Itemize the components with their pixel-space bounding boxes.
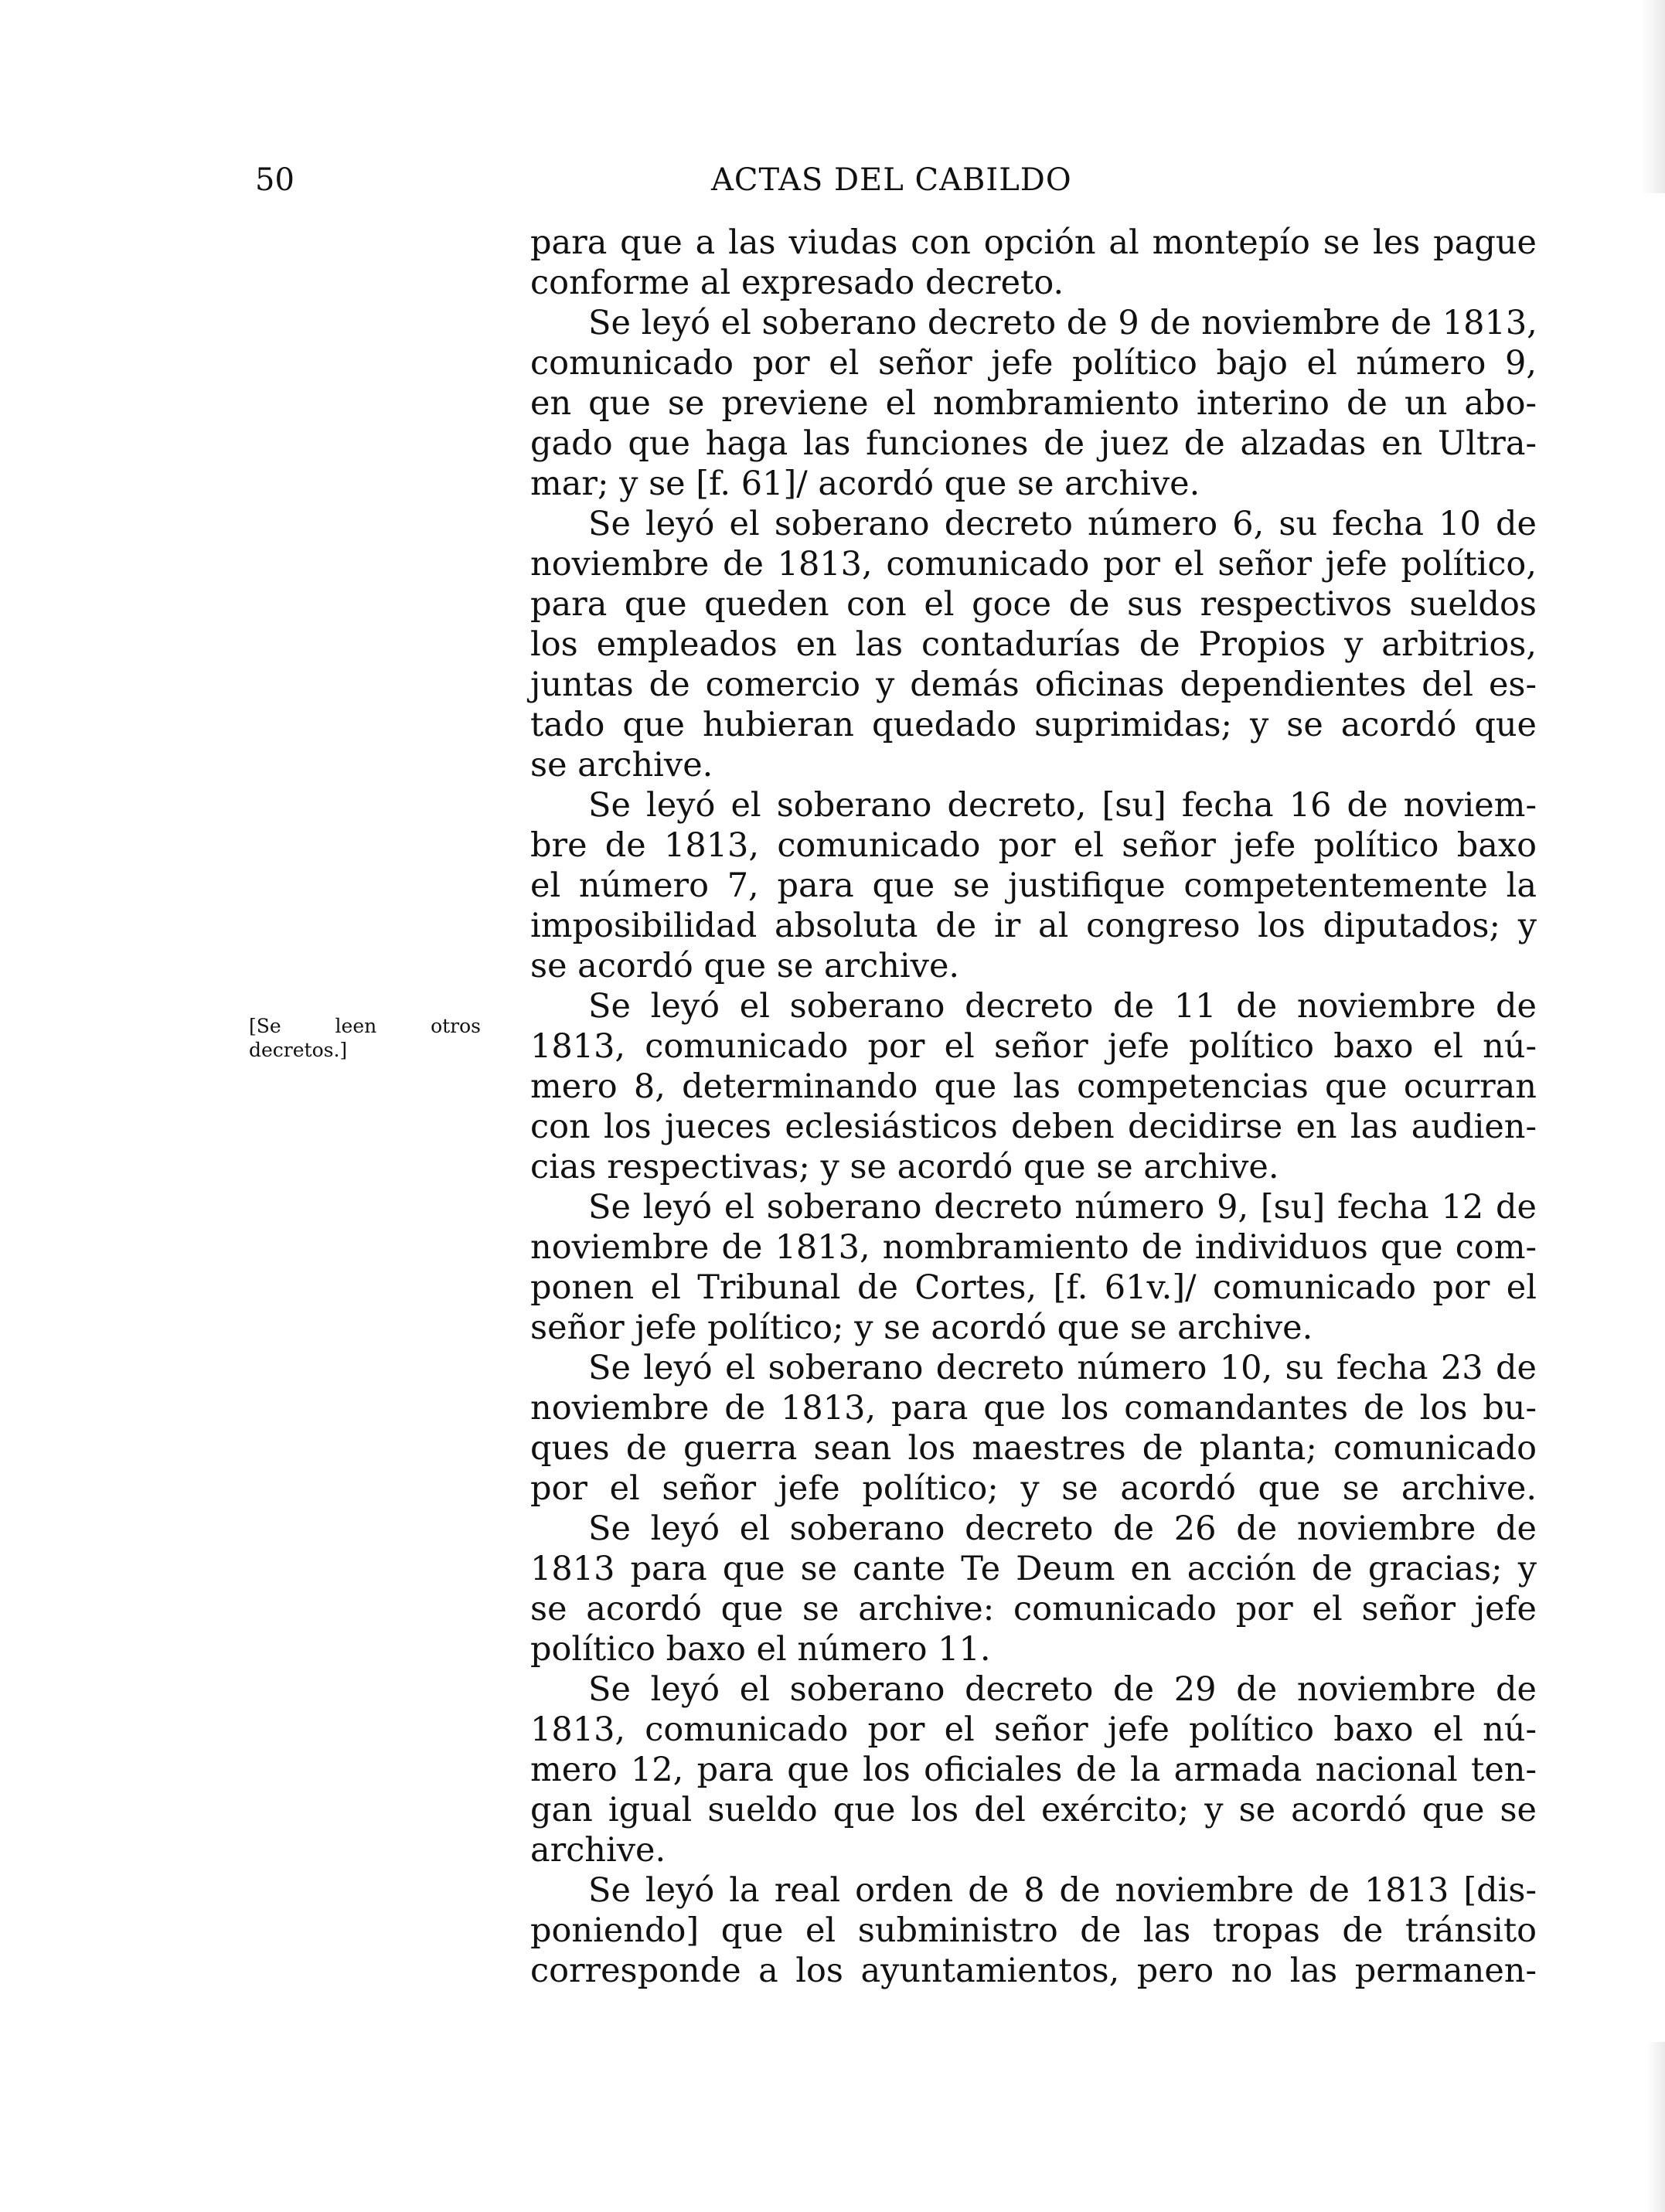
text-line: Se leyó el soberano decreto de 11 de noviembre de — [588, 987, 1537, 1026]
text-line: comunicado por el señor jefe político bajo el número 9, — [530, 344, 1537, 383]
text-line: Se leyó la real orden de 8 de noviembre de 1813 [dis- — [588, 1871, 1537, 1910]
text-line: mero 12, para que los oficiales de la armada nacional ten- — [530, 1751, 1537, 1789]
text-line: el número 7, para que se justifique competentemente la — [530, 866, 1537, 905]
text-line: ques de guerra sean los maestres de planta; comunicado — [530, 1429, 1537, 1468]
text-line: ponen el Tribunal de Cortes, [f. 61v.]/ comunicado por el — [530, 1268, 1537, 1307]
text-line: corresponde a los ayuntamientos, pero no las permanen- — [530, 1952, 1537, 1990]
text-line: 1813, comunicado por el señor jefe político baxo el nú- — [530, 1027, 1537, 1066]
text-line: tado que hubieran quedado suprimidas; y se acordó que — [530, 706, 1537, 744]
text-line: Se leyó el soberano decreto número 10, su fecha 23 de — [588, 1349, 1537, 1387]
text-line: en que se previene el nombramiento interino de un abo- — [530, 384, 1537, 423]
text-line: político baxo el número 11. — [530, 1630, 991, 1669]
text-line: Se leyó el soberano decreto de 29 de noviembre de — [588, 1670, 1537, 1709]
text-line: con los jueces eclesiásticos deben decidirse en las audien- — [530, 1108, 1537, 1146]
text-line: 1813 para que se cante Te Deum en acción de gracias; y — [530, 1550, 1537, 1588]
text-line: Se leyó el soberano decreto de 9 de noviembre de 1813, — [588, 304, 1537, 342]
text-line: por el señor jefe político; y se acordó que se archive. — [530, 1469, 1537, 1508]
text-line: los empleados en las contadurías de Propios y arbitrios, — [530, 625, 1537, 664]
text-line: noviembre de 1813, comunicado por el señor jefe político, — [530, 545, 1537, 584]
text-line: imposibilidad absoluta de ir al congreso los diputados; y — [530, 907, 1537, 945]
text-line: mero 8, determinando que las competencias que ocurran — [530, 1067, 1537, 1106]
text-line: bre de 1813, comunicado por el señor jefe político baxo — [530, 826, 1537, 865]
text-line: gan igual sueldo que los del exército; y se acordó que se — [530, 1791, 1537, 1829]
text-line: se archive. — [530, 746, 713, 784]
text-line: para que queden con el goce de sus respectivos sueldos — [530, 585, 1537, 624]
text-line: noviembre de 1813, para que los comandantes de los bu- — [530, 1389, 1537, 1428]
text-line: cias respectivas; y se acordó que se archive. — [530, 1148, 1279, 1186]
text-line: conforme al expresado decreto. — [530, 264, 1064, 302]
scan-edge-bottom — [1646, 2042, 1665, 2212]
text-line: Se leyó el soberano decreto, [su] fecha 16 de noviem- — [588, 786, 1537, 825]
margin-note: [Se leen otros decretos.] — [249, 1015, 481, 1061]
text-line: Se leyó el soberano decreto de 26 de noviembre de — [588, 1509, 1537, 1548]
text-line: archive. — [530, 1831, 666, 1870]
text-line: noviembre de 1813, nombramiento de individuos que com- — [530, 1228, 1537, 1267]
page-number: 50 — [255, 162, 295, 198]
text-line: gado que haga las funciones de juez de alzadas en Ultra- — [530, 424, 1537, 463]
text-line: poniendo] que el subministro de las tropas de tránsito — [530, 1911, 1537, 1950]
text-line: se acordó que se archive: comunicado por el señor jefe — [530, 1590, 1537, 1628]
body-text — [530, 223, 1537, 1991]
text-line: para que a las viudas con opción al montepío se les pague — [530, 223, 1537, 262]
text-line: mar; y se [f. 61]/ acordó que se archive. — [530, 465, 1200, 503]
text-line: Se leyó el soberano decreto número 9, [su] fecha 12 de — [588, 1188, 1537, 1227]
text-line: Se leyó el soberano decreto número 6, su fecha 10 de — [588, 505, 1537, 543]
text-line: 1813, comunicado por el señor jefe político baxo el nú- — [530, 1710, 1537, 1749]
text-line: juntas de comercio y demás oficinas dependientes del es- — [530, 665, 1537, 704]
text-line: señor jefe político; y se acordó que se archive. — [530, 1308, 1313, 1347]
running-head: ACTAS DEL CABILDO — [711, 162, 1072, 198]
text-line: se acordó que se archive. — [530, 947, 960, 985]
scan-edge-top — [1642, 0, 1665, 193]
